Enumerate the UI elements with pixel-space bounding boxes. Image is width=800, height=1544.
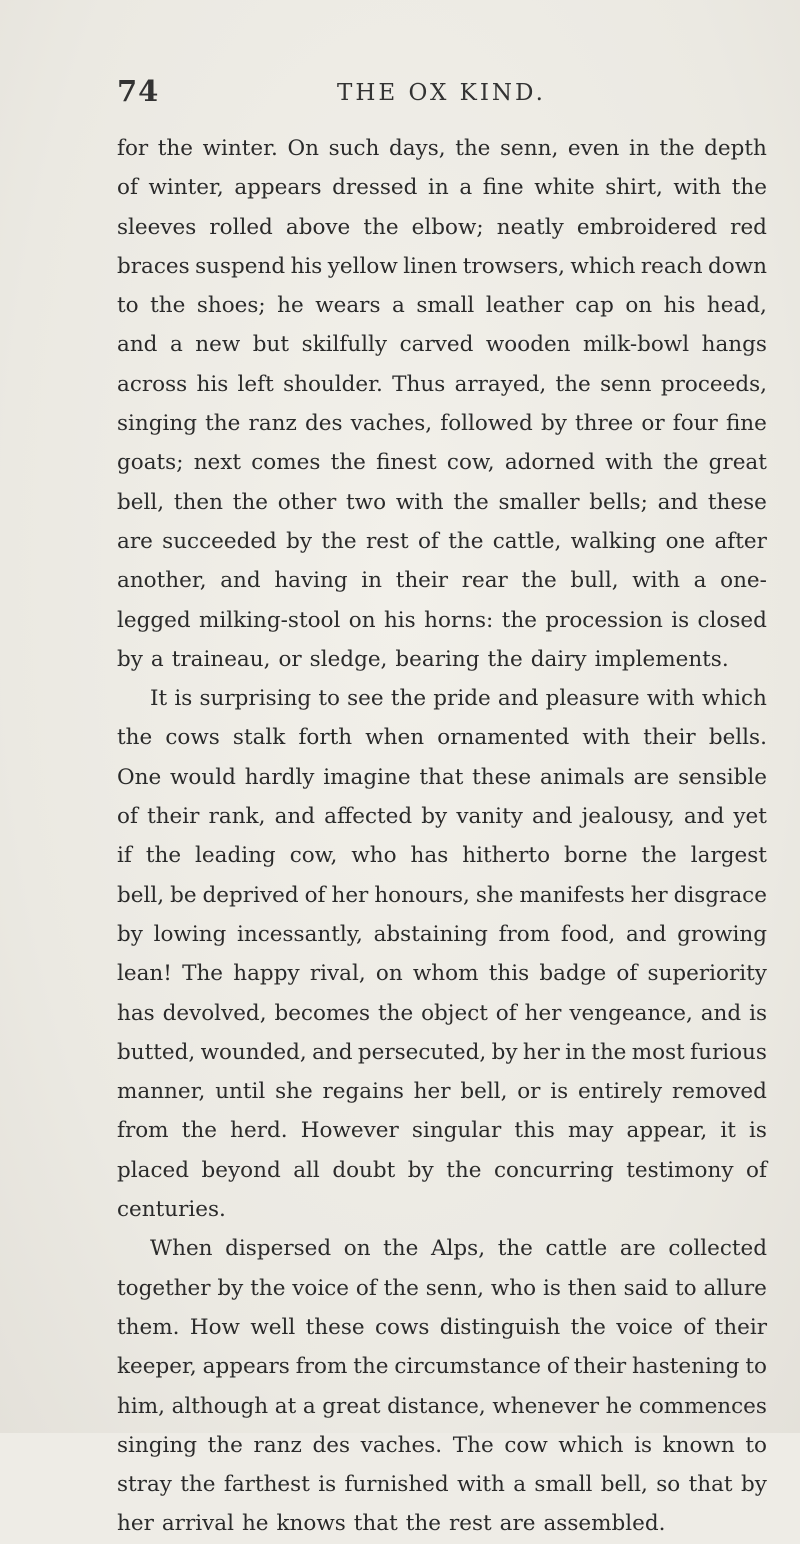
text-line: of winter, appears dressed in a fine white shirt, with the: [117, 175, 767, 201]
text-line: singing the ranz des vaches. The cow which is known to: [117, 1432, 767, 1458]
text-line: are succeeded by the rest of the cattle, walking one after: [117, 528, 767, 554]
text-line: from the herd. However singular this may appear, it is: [117, 1118, 767, 1144]
text-line: for the winter. On such days, the senn, even in the depth: [117, 136, 767, 161]
text-line: lean! The happy rival, on whom this badge of superiority: [117, 961, 767, 987]
text-line: and a new but skilfully carved wooden milk-bowl hangs: [117, 332, 767, 358]
text-line: placed beyond all doubt by the concurring testimony of: [117, 1157, 767, 1183]
text-line: if the leading cow, who has hitherto borne the largest: [117, 843, 767, 869]
text-line: When dispersed on the Alps, the cattle are collected: [150, 1236, 767, 1262]
text-line: him, although at a great distance, whenever he commences: [117, 1393, 767, 1419]
text-line: together by the voice of the senn, who is then said to allure: [117, 1275, 767, 1301]
text-line: sleeves rolled above the elbow; neatly embroidered red: [117, 214, 767, 240]
page-number: 74: [117, 74, 160, 108]
text-line: singing the ranz des vaches, followed by three or four fine: [117, 411, 767, 437]
text-line: braces suspend his yellow linen trowsers, which reach down: [117, 253, 767, 279]
text-line: bell, then the other two with the smaller bells; and these: [117, 489, 767, 515]
running-head: THE OX KIND.: [337, 80, 546, 106]
text-line: of their rank, and affected by vanity and jealousy, and yet: [117, 804, 767, 830]
text-line: manner, until she regains her bell, or is entirely removed: [117, 1079, 767, 1105]
text-line: by a traineau, or sledge, bearing the dairy implements.: [117, 646, 729, 672]
text-line: keeper, appears from the circumstance of their hastening to: [117, 1354, 767, 1380]
text-line: legged milking-stool on his horns: the procession is closed: [117, 607, 767, 633]
text-line: across his left shoulder. Thus arrayed, the senn proceeds,: [117, 371, 767, 397]
text-line: One would hardly imagine that these animals are sensible: [117, 764, 767, 790]
text-line: has devolved, becomes the object of her vengeance, and is: [117, 1000, 767, 1026]
text-line: another, and having in their rear the bull, with a one-: [117, 568, 767, 594]
text-line: to the shoes; he wears a small leather cap on his head,: [117, 293, 767, 319]
page-header: [0, 74, 800, 114]
text-line: by lowing incessantly, abstaining from food, and growing: [117, 921, 767, 947]
body-text: [117, 129, 767, 1544]
text-line: butted, wounded, and persecuted, by her in the most furious: [117, 1039, 767, 1065]
text-line: her arrival he knows that the rest are assembled.: [117, 1511, 666, 1537]
text-line: them. How well these cows distinguish the voice of their: [117, 1314, 767, 1340]
text-line: goats; next comes the finest cow, adorned with the great: [117, 450, 767, 476]
text-line: centuries.: [117, 1197, 226, 1223]
text-line: bell, be deprived of her honours, she manifests her disgrace: [117, 882, 767, 908]
text-line: It is surprising to see the pride and pleasure with which: [150, 686, 767, 712]
text-line: stray the farthest is furnished with a small bell, so that by: [117, 1472, 767, 1498]
text-line: the cows stalk forth when ornamented with their bells.: [117, 725, 767, 751]
